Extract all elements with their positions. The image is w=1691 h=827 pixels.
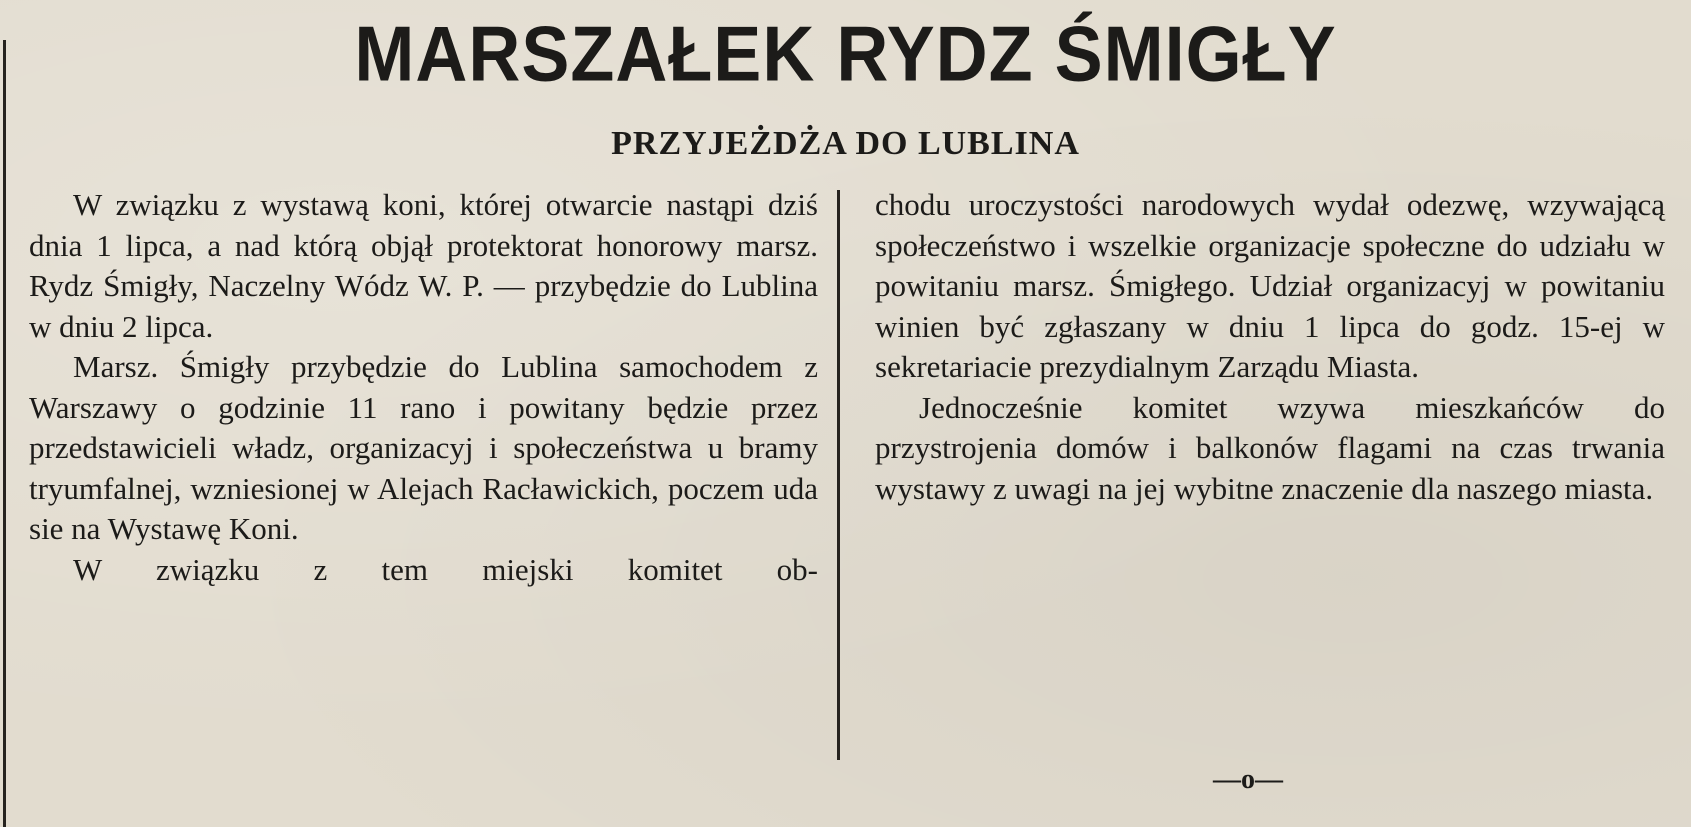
paragraph-3-start: W związku z tem miejski komitet ob- — [73, 551, 818, 587]
paragraph-3-continued: chodu uroczystości narodowych wydał odezwę, wzywającą społeczeństwo i wszelkie organizacje społeczne do udziału w powitaniu marsz. Śmigłego. Udział organizacyj w powitaniu winien być zgłaszany w dniu 1 lipca do godz. 15-ej w sekretariacie prezydialnym Zarządu Miasta. — [875, 187, 1665, 384]
subheadline: PRZYJEŻDŻA DO LUBLINA — [611, 125, 1080, 162]
article-end-mark: —o— — [1213, 764, 1283, 795]
paragraph-4: Jednocześnie komitet wzywa mieszkańców do przystrojenia domów i balkonów flagami na czas trwania wystawy z uwagi na jej wybitne znaczenie dla naszego miasta. — [875, 389, 1665, 506]
paragraph-2: Marsz. Śmigły przybędzie do Lublina samochodem z Warszawy o godzinie 11 rano i powitany będzie przez przedstawicieli władz, organizacyj i społeczeństwa u bramy tryumfalnej, wzniesionej w Alejach Racławickich, poczem uda sie na Wystawę Koni. — [29, 349, 818, 546]
column-divider — [837, 190, 840, 760]
article-column-right — [875, 185, 1665, 509]
article-column-left — [29, 185, 818, 590]
headline: MARSZAŁEK RYDZ ŚMIGŁY — [354, 11, 1337, 98]
paragraph-1: W związku z wystawą koni, której otwarcie nastąpi dziś dnia 1 lipca, a nad którą objął protektorat honorowy marsz. Rydz Śmigły, Naczelny Wódz W. P. — przybędzie do Lublina w dniu 2 lipca. — [29, 187, 818, 344]
